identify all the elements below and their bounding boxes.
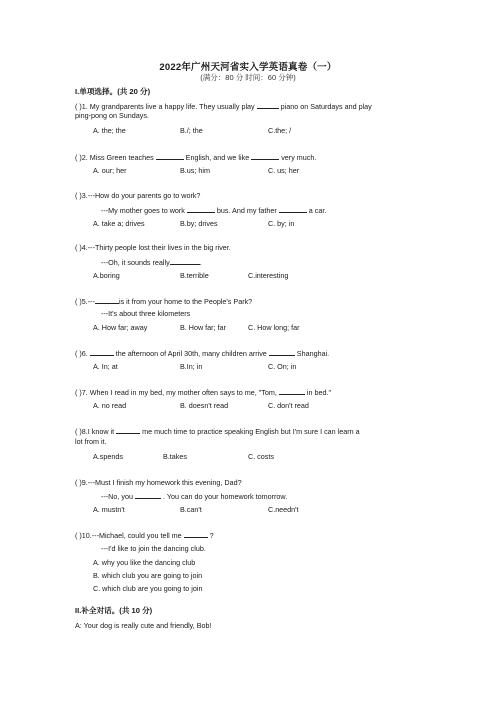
- question-1-wrap: ping-pong on Sundays.: [75, 111, 149, 120]
- dialog-line-1: A: Your dog is really cute and friendly, Bob!: [75, 621, 212, 630]
- question-10-option-b: B. which club you are going to join: [93, 571, 203, 580]
- question-5-option-c: C. How long; far: [248, 323, 300, 332]
- question-4-line-2: [101, 257, 202, 267]
- question-1-text-cont: piano on Saturdays and play: [278, 102, 372, 111]
- answer-blank: [156, 152, 184, 160]
- question-9-option-b: B.can't: [180, 505, 202, 514]
- answer-blank: [187, 205, 215, 213]
- answer-blank: [279, 205, 307, 213]
- question-9-text: ---No, you: [101, 492, 135, 501]
- question-6-option-c: C. On; in: [268, 362, 297, 371]
- answer-blank: [257, 101, 279, 109]
- question-4-option-a: A.boring: [93, 271, 120, 280]
- answer-blank: [116, 426, 140, 434]
- page-subtitle: (满分：80 分 时间：60 分钟): [200, 73, 296, 82]
- question-10-option-a: A. why you like the dancing club: [93, 558, 196, 567]
- question-7-text-end: in bed.": [304, 388, 332, 397]
- question-5-option-b: B. How far; far: [180, 323, 226, 332]
- answer-blank: [95, 296, 119, 304]
- question-6-option-a: A. In; at: [93, 362, 118, 371]
- question-10-text: ( )10.---Michael, could you tell me: [75, 531, 184, 540]
- question-5-line-2: ---It's about three kilometers: [101, 309, 191, 318]
- question-3-line-2: [101, 205, 326, 215]
- question-4: ( )4.---Thirty people lost their lives in the big river.: [75, 243, 231, 252]
- question-6-text-cont: the afternoon of April 30th, many children arrive: [113, 349, 269, 358]
- question-8-option-c: C. costs: [248, 452, 274, 461]
- question-5-text-cont: is it from your home to the People's Park?: [118, 297, 253, 306]
- question-4-option-b: B.terrible: [180, 271, 209, 280]
- question-8-text-cont: me much time to practice speaking English but I'm sure I can learn a: [140, 427, 360, 436]
- question-3-text: ---My mother goes to work: [101, 206, 187, 215]
- question-3-text-cont: bus. And my father: [214, 206, 279, 215]
- question-2-text: ( )2. Miss Green teaches: [75, 153, 156, 162]
- question-7: [75, 387, 331, 397]
- question-9-line-2: [101, 491, 287, 501]
- answer-blank: [135, 491, 161, 499]
- question-1: [75, 101, 372, 111]
- question-8-option-a: A.spends: [93, 452, 123, 461]
- answer-blank: [251, 152, 279, 160]
- question-10: [75, 530, 214, 540]
- question-6: [75, 348, 329, 358]
- question-10-text-end: ?: [207, 531, 214, 540]
- question-9-option-a: A. mustn't: [93, 505, 125, 514]
- answer-blank: [90, 348, 114, 356]
- question-4-text-end: .: [199, 258, 202, 267]
- question-3-option-b: B.by; drives: [180, 219, 218, 228]
- question-8: [75, 426, 360, 436]
- answer-blank: [184, 530, 208, 538]
- question-10-line-2: ---I'd like to join the dancing club.: [101, 544, 206, 553]
- question-8-wrap: lot from it.: [75, 437, 107, 446]
- question-3: ( )3.---How do your parents go to work?: [75, 191, 201, 200]
- question-2-text-end: very much.: [279, 153, 317, 162]
- question-7-option-c: C. don't read: [268, 401, 309, 410]
- question-5: [75, 296, 252, 306]
- question-8-text: ( )8.I know it: [75, 427, 117, 436]
- question-6-option-b: B.In; in: [180, 362, 203, 371]
- question-2-option-c: C. us; her: [268, 166, 300, 175]
- question-1-option-c: C.the; /: [268, 126, 292, 135]
- section-2-heading: II.补全对话。(共 10 分): [75, 606, 153, 615]
- question-2-text-cont: English, and we like: [183, 153, 252, 162]
- question-2-option-a: A. our; her: [93, 166, 127, 175]
- question-4-text: ---Oh, it sounds really: [101, 258, 170, 267]
- question-2: [75, 152, 316, 162]
- question-2-option-b: B.us; him: [180, 166, 210, 175]
- answer-blank: [170, 257, 200, 265]
- question-7-option-a: A. no read: [93, 401, 127, 410]
- question-7-text: ( )7. When I read in my bed, my mother often says to me, "Tom,: [75, 388, 279, 397]
- question-9-text-end: . You can do your homework tomorrow.: [160, 492, 288, 501]
- page-title: 2022年广州天河省实入学英语真卷（一）: [159, 62, 337, 73]
- question-4-option-c: C.interesting: [248, 271, 289, 280]
- question-6-text: ( )6.: [75, 349, 90, 358]
- question-9: ( )9.---Must I finish my homework this evening, Dad?: [75, 478, 242, 487]
- question-3-option-c: C. by; in: [268, 219, 295, 228]
- question-1-text: ( )1. My grandparents live a happy life. They usually play: [75, 102, 257, 111]
- question-1-option-b: B./; the: [180, 126, 203, 135]
- question-3-option-a: A. take a; drives: [93, 219, 145, 228]
- question-8-option-b: B.takes: [163, 452, 187, 461]
- question-5-text: ( )5.---: [75, 297, 95, 306]
- question-10-option-c: C. which club are you going to join: [93, 584, 203, 593]
- answer-blank: [269, 348, 295, 356]
- question-3-text-end: a car.: [306, 206, 327, 215]
- question-7-option-b: B. doesn't read: [180, 401, 229, 410]
- question-9-option-c: C.needn't: [268, 505, 299, 514]
- question-6-text-end: Shanghai.: [294, 349, 330, 358]
- question-5-option-a: A. How far; away: [93, 323, 148, 332]
- question-1-option-a: A. the; the: [93, 126, 126, 135]
- section-1-heading: I.单项选择。(共 20 分): [75, 87, 151, 96]
- answer-blank: [279, 387, 305, 395]
